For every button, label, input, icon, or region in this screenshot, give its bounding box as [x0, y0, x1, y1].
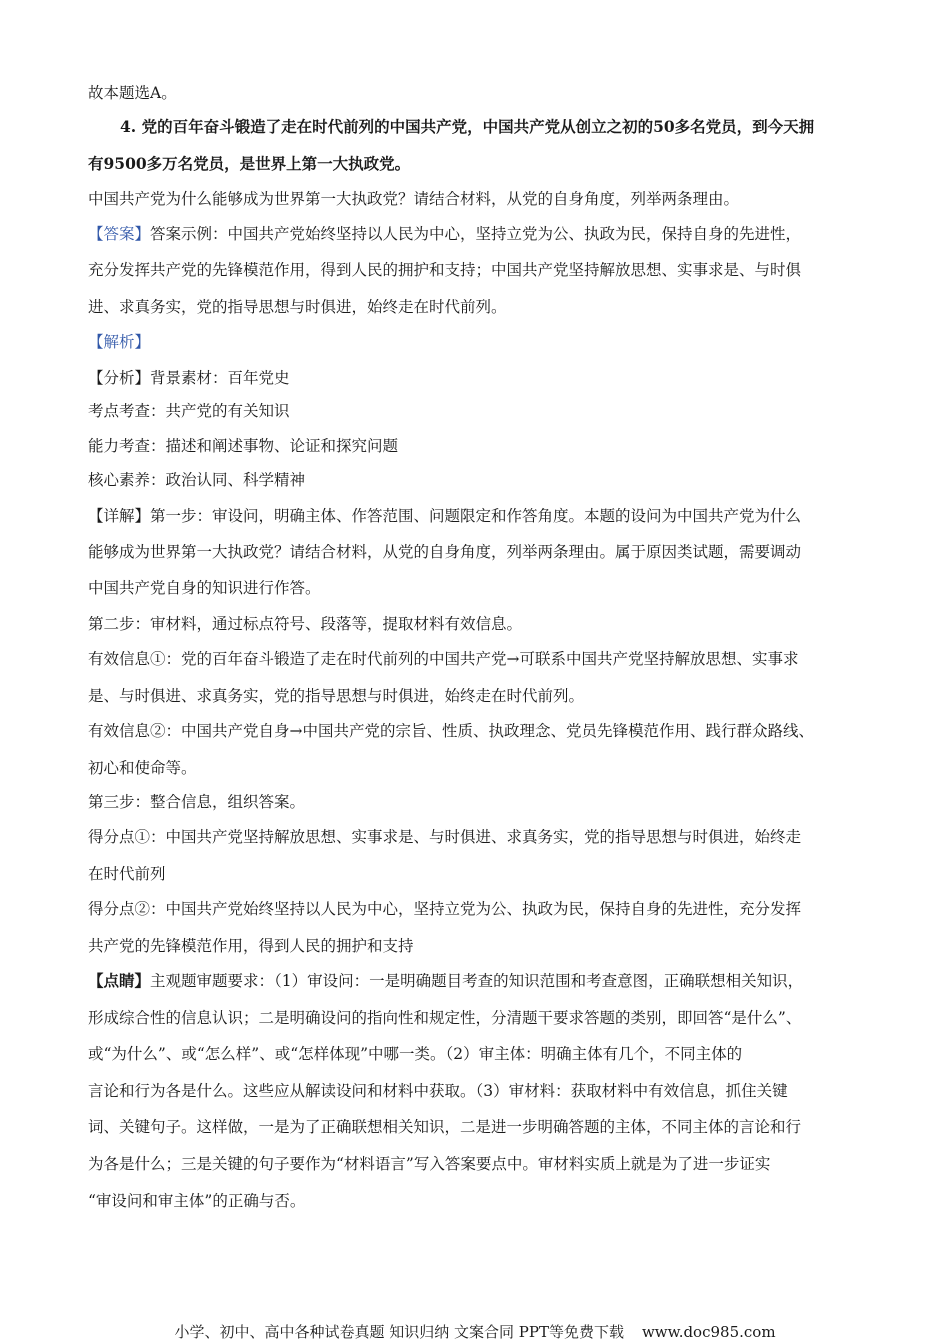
score-1-line-1: 得分点①：中国共产党坚持解放思想、实事求是、与时俱进、求真务实，党的指导思想与时俱进，始终走 — [88, 828, 802, 846]
answer-line-3: 进、求真务实，党的指导思想与时俱进，始终走在时代前列。 — [88, 298, 507, 316]
answer-line-1 — [88, 224, 801, 244]
footer-url[interactable]: www.doc985.com — [641, 1323, 776, 1341]
question-4-line-2: 有9500多万名党员，是世界上第一大执政党。 — [88, 154, 411, 173]
dianjing-line-5: 词、关键句子。这样做，一是为了正确联想相关知识，二是进一步明确答题的主体，不同主体的言论和行 — [88, 1118, 802, 1136]
dianjing-line-6: 为各是什么；三是关键的句子要作为“材料语言”写入答案要点中。审材料实质上就是为了进一步证实 — [88, 1155, 771, 1173]
analysis-knowledge: 考点考查：共产党的有关知识 — [88, 402, 290, 420]
analysis-background: 【分析】背景素材：百年党史 — [88, 369, 290, 387]
score-2-line-2: 共产党的先锋模范作用，得到人民的拥护和支持 — [88, 937, 414, 955]
line-conclusion: 故本题选A。 — [88, 84, 177, 102]
step-3: 第三步：整合信息，组织答案。 — [88, 793, 306, 811]
score-2-line-1: 得分点②：中国共产党始终坚持以人民为中心，坚持立党为公、执政为民，保持自身的先进性，充分发挥 — [88, 900, 802, 918]
detail-line-3: 中国共产党自身的知识进行作答。 — [88, 579, 321, 597]
detail-line-2: 能够成为世界第一大执政党？请结合材料，从党的自身角度，列举两条理由。属于原因类试题，需要调动 — [88, 543, 802, 561]
detail-line-1: 【详解】第一步：审设问，明确主体、作答范围、问题限定和作答角度。本题的设问为中国共产党为什么 — [88, 507, 802, 525]
dianjing-line-2: 形成综合性的信息认识；二是明确设问的指向性和规定性，分清题干要求答题的类别，即回答“是什么”、 — [88, 1009, 802, 1027]
dianjing-line-3: 或“为什么”、或“怎么样”、或“怎样体现”中哪一类。（2）审主体：明确主体有几个，不同主体的 — [88, 1045, 743, 1063]
analysis-literacy: 核心素养：政治认同、科学精神 — [88, 471, 306, 489]
info-2-line-1: 有效信息②：中国共产党自身→中国共产党的宗旨、性质、执政理念、党员先锋模范作用、践行群众路线、 — [88, 722, 814, 740]
footer-text: 小学、初中、高中各种试卷真题 知识归纳 文案合同 PPT等免费下载 — [174, 1323, 624, 1341]
dianjing-text: 主观题审题要求：（1）审设问：一是明确题目考查的知识范围和考查意图，正确联想相关知识， — [150, 972, 804, 990]
analysis-ability: 能力考查：描述和阐述事物、论证和探究问题 — [88, 437, 399, 455]
answer-label: 【答案】 — [88, 225, 151, 243]
step-2: 第二步：审材料，通过标点符号、段落等，提取材料有效信息。 — [88, 615, 523, 633]
question-4-line-1: 4. 党的百年奋斗锻造了走在时代前列的中国共产党，中国共产党从创立之初的50多名党员，到今天拥 — [120, 117, 815, 136]
dianjing-label: 【点睛】 — [88, 971, 151, 990]
info-1-line-2: 是、与时俱进、求真务实，党的指导思想与时俱进，始终走在时代前列。 — [88, 687, 585, 705]
dianjing-line-4: 言论和行为各是什么。这些应从解读设问和材料中获取。（3）审材料：获取材料中有效信息，抓住关键 — [88, 1082, 788, 1100]
footer — [0, 1322, 950, 1342]
info-2-line-2: 初心和使命等。 — [88, 759, 197, 777]
dianjing-line-1 — [88, 971, 803, 991]
analysis-label: 【解析】 — [88, 333, 151, 351]
info-1-line-1: 有效信息①：党的百年奋斗锻造了走在时代前列的中国共产党→可联系中国共产党坚持解放思想、实事求 — [88, 650, 799, 668]
question-prompt: 中国共产党为什么能够成为世界第一大执政党？请结合材料，从党的自身角度，列举两条理由。 — [88, 190, 740, 208]
score-1-line-2: 在时代前列 — [88, 865, 166, 883]
answer-line-2: 充分发挥共产党的先锋模范作用，得到人民的拥护和支持；中国共产党坚持解放思想、实事求是、与时俱 — [88, 261, 802, 279]
answer-text: 答案示例：中国共产党始终坚持以人民为中心，坚持立党为公、执政为民，保持自身的先进性， — [150, 225, 802, 243]
dianjing-line-7: “审设问和审主体”的正确与否。 — [88, 1192, 306, 1210]
